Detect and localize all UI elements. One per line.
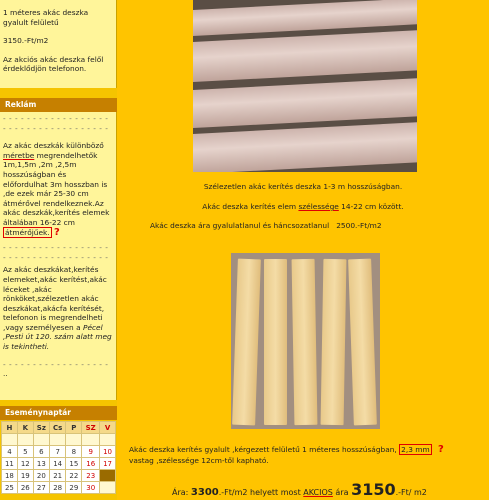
- divider: - - - - - - - - - - - - - - - - - -: [3, 359, 109, 369]
- calendar-day: [33, 434, 49, 446]
- address: Pécel ,Pesti út 120. szám alatt meg is tekintheti.: [3, 322, 112, 352]
- divider: - - - - - - - - - - - - - - - - - -: [3, 114, 109, 123]
- calendar-day[interactable]: 12: [17, 458, 33, 470]
- weekday-mon: H: [2, 422, 18, 434]
- product-note: Az akciós akác deszka felől érdeklődjön telefonon.: [3, 54, 104, 74]
- caption-rough-planks: Szélezetlen akác kerítés deszka 1-3 m hosszúságban.: [203, 182, 403, 191]
- calendar-day[interactable]: 5: [17, 446, 33, 458]
- weekday-sun: V: [100, 422, 116, 434]
- question-icon[interactable]: ?: [438, 444, 444, 455]
- weekday-thu: Cs: [49, 422, 66, 434]
- calendar-week: [2, 434, 116, 446]
- calendar-day[interactable]: 30: [82, 482, 100, 494]
- highlight-atmerojuek: átmérőjűek.: [5, 227, 50, 237]
- calendar-day: [17, 434, 33, 446]
- weekday-wed: Sz: [33, 422, 49, 434]
- calendar-week: [2, 482, 116, 494]
- calendar-day[interactable]: 13: [33, 458, 49, 470]
- calendar-day: [100, 434, 116, 446]
- calendar-day[interactable]: 7: [49, 446, 66, 458]
- calendar-day[interactable]: 29: [66, 482, 82, 494]
- calendar-week: [2, 470, 116, 482]
- weekday-fri: P: [66, 422, 82, 434]
- highlight-szelessege: szélessége: [298, 202, 339, 211]
- calendar-day: [100, 482, 116, 494]
- divider: - - - - - - - - - - - - - - - - - -: [3, 243, 109, 253]
- calendar-day[interactable]: 28: [49, 482, 66, 494]
- calendar-day[interactable]: 6: [33, 446, 49, 458]
- weekday-tue: K: [17, 422, 33, 434]
- calendar-day[interactable]: 22: [66, 470, 82, 482]
- reklam-box: [0, 112, 117, 400]
- calendar-day: [49, 434, 66, 446]
- calendar-day[interactable]: 15: [66, 458, 82, 470]
- highlight-thickness: 2,3 mm: [401, 445, 430, 454]
- highlight-akcios: AKCIOS: [303, 488, 333, 497]
- reklam-paragraph-2: Az akác deszkákat,kerítés elemeket,akác kerítést,akác léceket ,akác rönköket,szélezetlen akác deszkákat,akácfa kerítését, telefonon is megrendelheti ,vagy személyesen a Pécel ,Pesti út 120. szám alatt meg is tekintheti.: [3, 265, 112, 352]
- rough-planks-photo[interactable]: [193, 0, 417, 172]
- calendar-week: [2, 458, 116, 470]
- calendar-day[interactable]: 19: [17, 470, 33, 482]
- calendar-day-today[interactable]: [100, 470, 116, 482]
- calendar-day[interactable]: 27: [33, 482, 49, 494]
- calendar-day[interactable]: 16: [82, 458, 100, 470]
- caption-price-unplaned: Akác deszka ára gyalulatlanul és háncsozatlanul 2500.-Ft/m2: [150, 221, 382, 230]
- calendar-day[interactable]: 21: [49, 470, 66, 482]
- product-price: 3150.-Ft/m2: [3, 36, 49, 46]
- price-line: Ára: 3300.-Ft/m2 helyett most AKCIOS ára 3150.-Ft/ m2: [172, 480, 427, 499]
- calendar-day[interactable]: 25: [2, 482, 18, 494]
- caption-width: Akác deszka kerítés elem szélessége 14-22 cm között.: [202, 202, 404, 211]
- sidebar-top-box: [0, 0, 117, 88]
- calendar-header: Eseménynaptár: [0, 406, 117, 420]
- calendar-day[interactable]: 8: [66, 446, 82, 458]
- sidebar: [0, 0, 117, 500]
- calendar-day[interactable]: 18: [2, 470, 18, 482]
- weekday-sat: SZ: [82, 422, 100, 434]
- calendar-day: [66, 434, 82, 446]
- question-icon[interactable]: ?: [54, 226, 60, 238]
- end-dots: ..: [3, 369, 8, 379]
- calendar-day[interactable]: 26: [17, 482, 33, 494]
- calendar-day: [82, 434, 100, 446]
- calendar-day[interactable]: 17: [100, 458, 116, 470]
- calendar-day[interactable]: 10: [100, 446, 116, 458]
- calendar-day: [2, 434, 18, 446]
- event-calendar: [1, 421, 116, 494]
- old-price: 3300: [190, 487, 219, 498]
- calendar-day[interactable]: 11: [2, 458, 18, 470]
- calendar-day[interactable]: 4: [2, 446, 18, 458]
- calendar-day[interactable]: 14: [49, 458, 66, 470]
- calendar-day[interactable]: 20: [33, 470, 49, 482]
- calendar-day[interactable]: 9: [82, 446, 100, 458]
- description: Akác deszka kerítés gyalult ,kérgezett felületű 1 méteres hosszúságban, 2,3 mm ? vastag ,szélessége 12cm-től kapható.: [129, 444, 444, 465]
- planed-boards-photo[interactable]: [231, 253, 380, 429]
- sale-price: 3150: [351, 480, 396, 499]
- reklam-header: Reklám: [0, 98, 117, 112]
- main-content: [117, 0, 489, 500]
- reklam-paragraph-1: Az akác deszkák különböző méretbe megrendelhetők 1m,1,5m ,2m ,2,5m hosszúságban és előfordulhat 3m hosszban is ,de ezek már 25-30 cm átmérővel rendelkeznek.Az akác deszkák,kerítés elemek általában 16-22 cm átmérőjűek. ?: [3, 141, 110, 238]
- calendar-week: [2, 446, 116, 458]
- highlight-meretbe: méretbe: [3, 150, 35, 160]
- divider: - - - - - - - - - - - - - - - - - -: [3, 123, 109, 133]
- divider: - - - - - - - - - - - - - - - - - -: [3, 252, 109, 262]
- product-title: 1 méteres akác deszka gyalult felületű: [3, 8, 89, 27]
- calendar-day[interactable]: 23: [82, 470, 100, 482]
